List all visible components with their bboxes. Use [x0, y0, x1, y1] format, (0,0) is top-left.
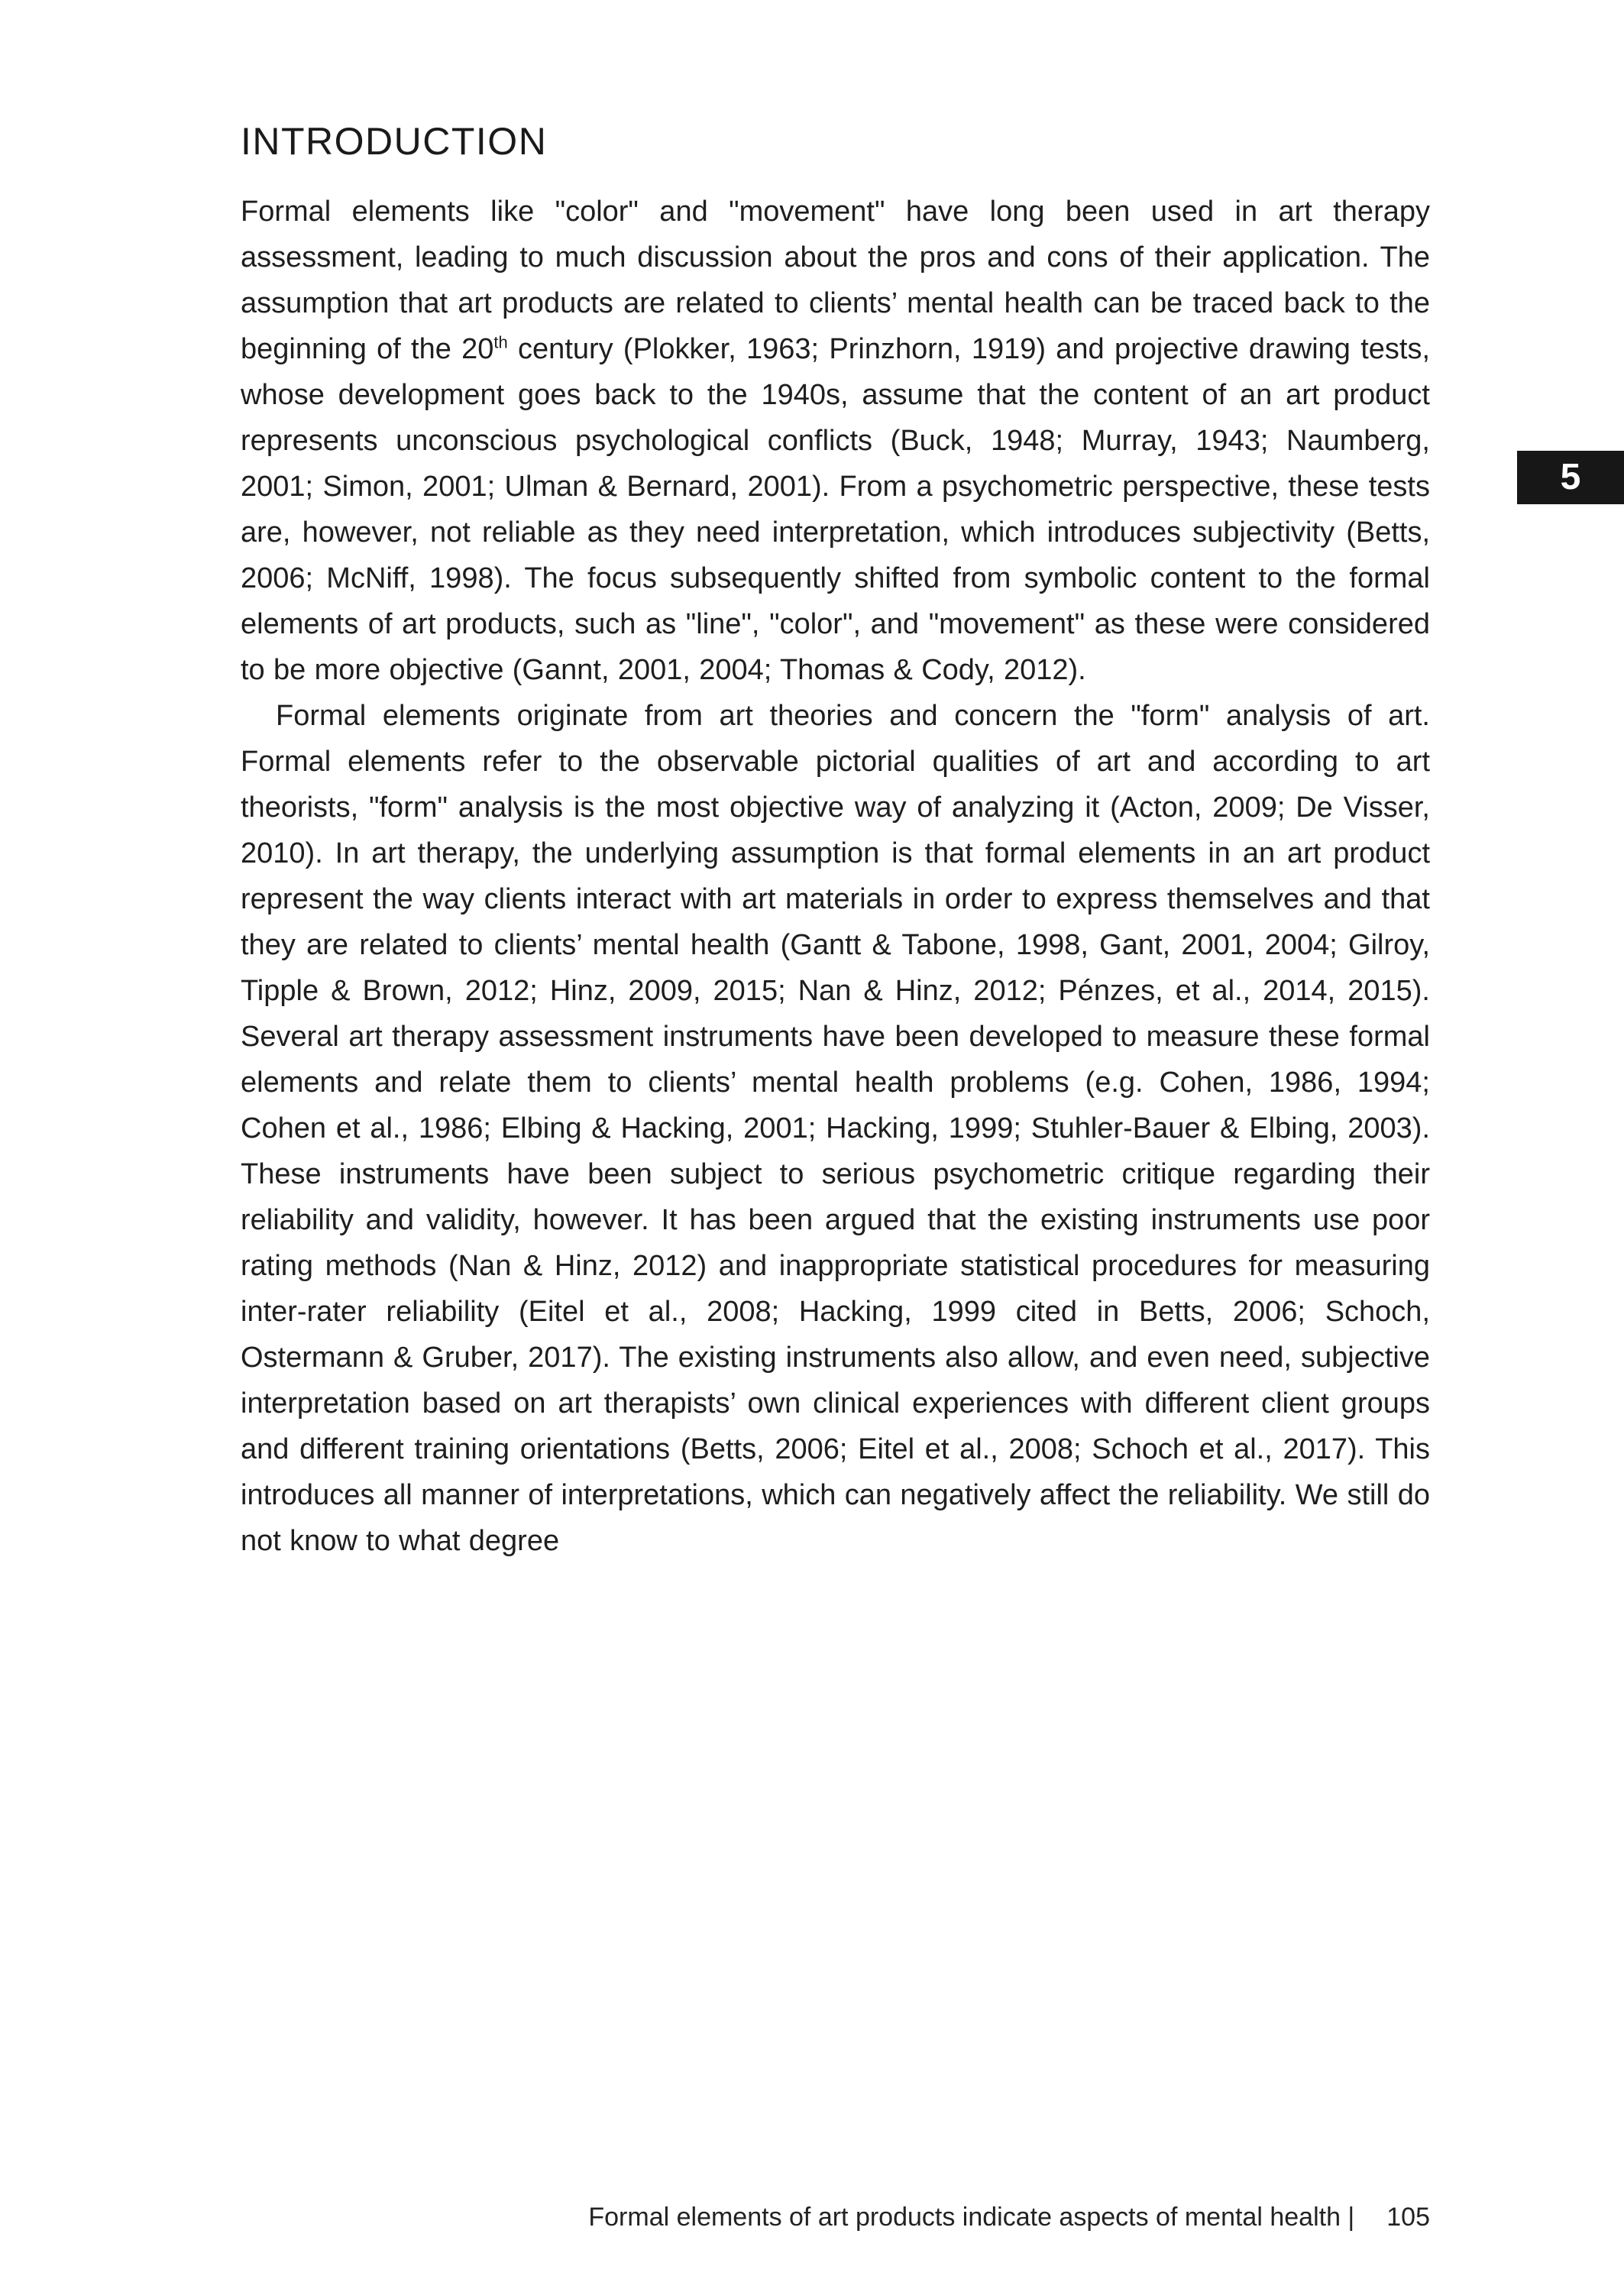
paragraph-introduction-2: Formal elements originate from art theories and concern the "form" analysis of art. Formal elements refer to the observable pictorial qualities of art and according to art theorists, "form" analysis is the most objective way of analyzing it (Acton, 2009; De Visser, 2010). In art therapy, the underlying assumption is that formal elements in an art product represent the way clients interact with art materials in order to express themselves and that they are related to clients’ mental health (Gantt & Tabone, 1998, Gant, 2001, 2004; Gilroy, Tipple & Brown, 2012; Hinz, 2009, 2015; Nan & Hinz, 2012; Pénzes, et al., 2014, 2015). Several art therapy assessment instruments have been developed to measure these formal elements and relate them to clients’ mental health problems (e.g. Cohen, 1986, 1994; Cohen et al., 1986; Elbing & Hacking, 2001; Hacking, 1999; Stuhler-Bauer & Elbing, 2003). These instruments have been subject to serious psychometric critique regarding their reliability and validity, however. It has been argued that the existing instruments use poor rating methods (Nan & Hinz, 2012) and inappropriate statistical procedures for measuring inter-rater reliability (Eitel et al., 2008; Hacking, 1999 cited in Betts, 2006; Schoch, Ostermann & Gruber, 2017). The existing instruments also allow, and even need, subjective interpretation based on art therapists’ own clinical experiences with different client groups and different training orientations (Betts, 2006; Eitel et al., 2008; Schoch et al., 2017). This introduces all manner of interpretations, which can negatively affect the reliability. We still do not know to what degree [241, 700, 1430, 1557]
chapter-tab [1517, 451, 1624, 504]
section-heading: INTRODUCTION [241, 120, 548, 163]
chapter-number: 5 [1560, 457, 1581, 497]
ordinal-superscript: th [493, 332, 508, 352]
paragraph-introduction-1 [241, 189, 1430, 693]
page-number: 105 [1386, 2203, 1430, 2232]
running-title: Formal elements of art products indicate aspects of mental health | [588, 2203, 1355, 2232]
paragraph-1-text: Formal elements like "color" and "movement" have long been used in art therapy assessment, leading to much discussion about the pros and cons of their application. The assumption that art products are related to clients’ mental health can be traced back to the beginning of the 20 [241, 196, 1430, 365]
page-footer [241, 2202, 1430, 2232]
page-content [241, 121, 1430, 1564]
paragraph-1-text-continued: century (Plokker, 1963; Prinzhorn, 1919) and projective drawing tests, whose development goes back to the 1940s, assume that the content of an art product represents unconscious psychological conflicts (Buck, 1948; Murray, 1943; Naumberg, 2001; Simon, 2001; Ulman & Bernard, 2001). From a psychometric perspective, these tests are, however, not reliable as they need interpretation, which introduces subjectivity (Betts, 2006; McNiff, 1998). The focus subsequently shifted from symbolic content to the formal elements of art products, such as "line", "color", and "movement" as these were considered to be more objective (Gannt, 2001, 2004; Thomas & Cody, 2012). [241, 333, 1430, 686]
